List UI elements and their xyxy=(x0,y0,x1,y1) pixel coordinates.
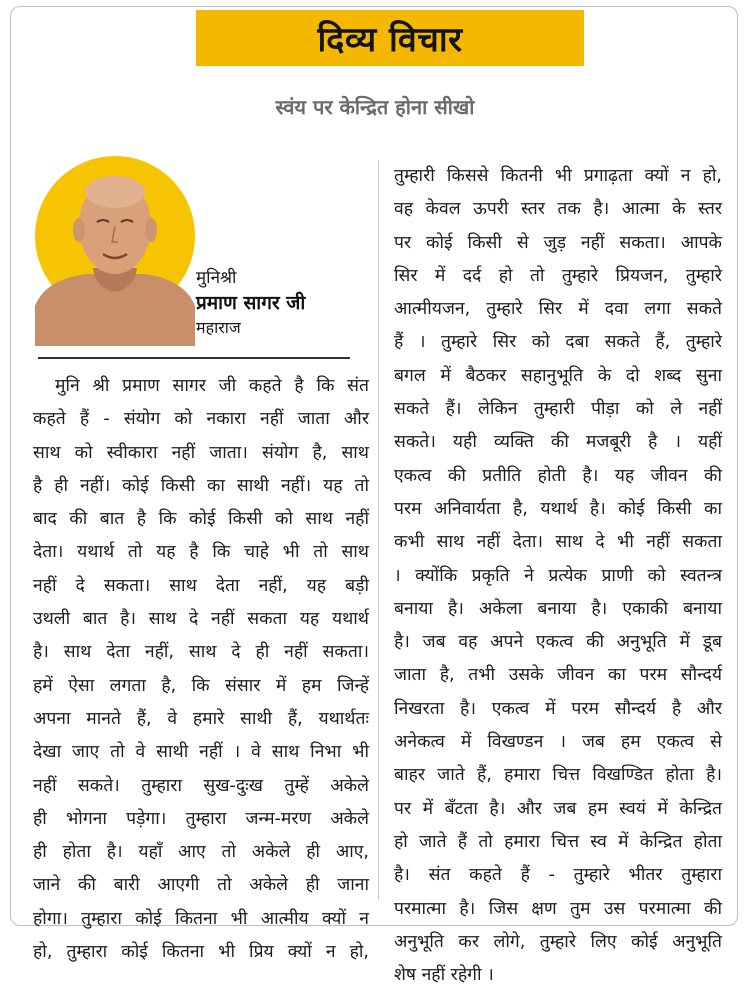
author-byline xyxy=(196,266,356,340)
text-line: एकत्व की प्रतीति होती है। यह जीवन की xyxy=(394,465,722,486)
right-column xyxy=(394,160,722,992)
byline-divider xyxy=(38,357,350,359)
text-line: तुम्हारी किससे कितनी भी प्रगाढ़ता क्यों न हो, xyxy=(394,166,722,186)
text-line: नहीं दे सकता। साथ देता नहीं, यह बड़ी xyxy=(33,575,369,596)
text-line: अनेकत्व में विखण्डन । जब हम एकत्व से xyxy=(394,732,722,753)
author-photo xyxy=(35,156,195,346)
text-line: ही होता है। यहाँ आए तो अकेले ही आए, xyxy=(33,842,369,863)
text-line: है। जब वह अपने एकत्व की अनुभूति में डूब xyxy=(394,632,722,653)
text-line: सकते। यही व्यक्ति की मजबूरी है । यहीं xyxy=(394,432,722,453)
text-line: परमात्मा है। जिस क्षण तुम उस परमात्मा की xyxy=(394,898,722,919)
text-line: । क्योंकि प्रकृति ने प्रत्येक प्राणी को स्वतन्त्र xyxy=(394,565,722,586)
column-divider xyxy=(378,160,379,900)
text-line: है। संत कहते हैं - तुम्हारे भीतर तुम्हारा xyxy=(394,865,722,886)
text-line: आत्मीयजन, तुम्हारे सिर में दवा लगा सकते xyxy=(394,299,722,320)
text-line: देता। यथार्थ तो यह है कि चाहे भी तो साथ xyxy=(33,542,369,563)
text-line: बनाया है। अकेला बनाया है। एकाकी बनाया xyxy=(394,598,722,619)
text-line: नहीं सकते। तुम्हारा सुख-दुःख तुम्हें अकेले xyxy=(33,775,369,796)
text-line: निखरता है। एकत्व में परम सौन्दर्य है और xyxy=(394,698,722,719)
text-line: देखा जाए तो वे साथी नहीं । वे साथ निभा भी xyxy=(33,742,369,763)
text-line: सिर में दर्द हो तो तुम्हारे प्रियजन, तुम्हारे xyxy=(394,265,722,286)
text-line: होगा। तुम्हारा कोई कितना भी आत्मीय क्यों न xyxy=(33,908,369,929)
article-headline: स्वंय पर केन्द्रित होना सीखो xyxy=(275,95,475,119)
text-line: बगल में बैठकर सहानुभूति के दो शब्द सुना xyxy=(394,365,722,386)
text-line: वह केवल ऊपरी स्तर तक है। आत्मा के स्तर xyxy=(394,199,722,220)
section-title: दिव्य विचार xyxy=(317,20,463,60)
text-line: कभी साथ नहीं देता। साथ दे भी नहीं सकता xyxy=(394,532,722,553)
author-portrait-icon xyxy=(35,156,195,346)
text-line: सकते हैं। लेकिन तुम्हारी पीड़ा को ले नहीं xyxy=(394,399,722,420)
text-line: अपना मानते हैं, वे हमारे साथी हैं, यथार्थतः xyxy=(33,708,369,729)
left-column xyxy=(33,370,369,969)
text-line: हो जाते हैं तो हमारा चित्त स्व में केन्द्रित होता xyxy=(394,831,722,852)
text-line: है ही नहीं। कोई किसी का साथी नहीं। यह तो xyxy=(33,475,369,496)
text-line: जाता है, तभी उसके जीवन का परम सौन्दर्य xyxy=(394,665,722,686)
text-line: ही भोगना पड़ेगा। तुम्हारा जन्म-मरण अकेले xyxy=(33,808,369,829)
text-line: बाहर जाते हैं, हमारा चित्त विखण्डित होता है। xyxy=(394,765,722,786)
text-line: जाने की बारी आएगी तो अकेले ही जाना xyxy=(33,875,369,896)
author-name: प्रमाण सागर जी xyxy=(196,292,306,314)
text-line: साथ को स्वीकारा नहीं जाता। संयोग है, साथ xyxy=(33,442,369,463)
text-line: पर कोई किसी से जुड़ नहीं सकता। आपके xyxy=(394,232,722,253)
text-line: परम अनिवार्यता है, यथार्थ है। कोई किसी का xyxy=(394,498,722,519)
text-line: शेष नहीं रहेगी । xyxy=(394,965,494,986)
text-line: हमें ऐसा लगता है, कि संसार में हम जिन्हें xyxy=(33,675,369,696)
author-title: महाराज xyxy=(196,318,241,337)
author-prefix: मुनिश्री xyxy=(196,268,237,288)
text-line: कहते हैं - संयोग को नकारा नहीं जाता और xyxy=(33,409,369,430)
text-line: हैं । तुम्हारे सिर को दबा सकते हैं, तुम्हारे xyxy=(394,332,722,353)
text-line: है। साथ देता नहीं, साथ दे ही नहीं सकता। xyxy=(33,642,369,663)
text-line: हो, तुम्हारा कोई कितना भी प्रिय क्यों न हो, xyxy=(33,942,369,963)
text-line: पर में बँटता है। और जब हम स्वयं में केन्द्रित xyxy=(394,798,722,819)
text-line: अनुभूति कर लोगे, तुम्हारे लिए कोई अनुभूति xyxy=(394,931,722,952)
section-banner xyxy=(196,10,584,66)
text-line: बाद की बात है कि कोई किसी को साथ नहीं xyxy=(33,509,369,530)
text-line: मुनि श्री प्रमाण सागर जी कहते है कि संत xyxy=(55,376,369,396)
text-line: उथली बात है। साथ दे नहीं सकता यह यथार्थ xyxy=(33,609,369,630)
